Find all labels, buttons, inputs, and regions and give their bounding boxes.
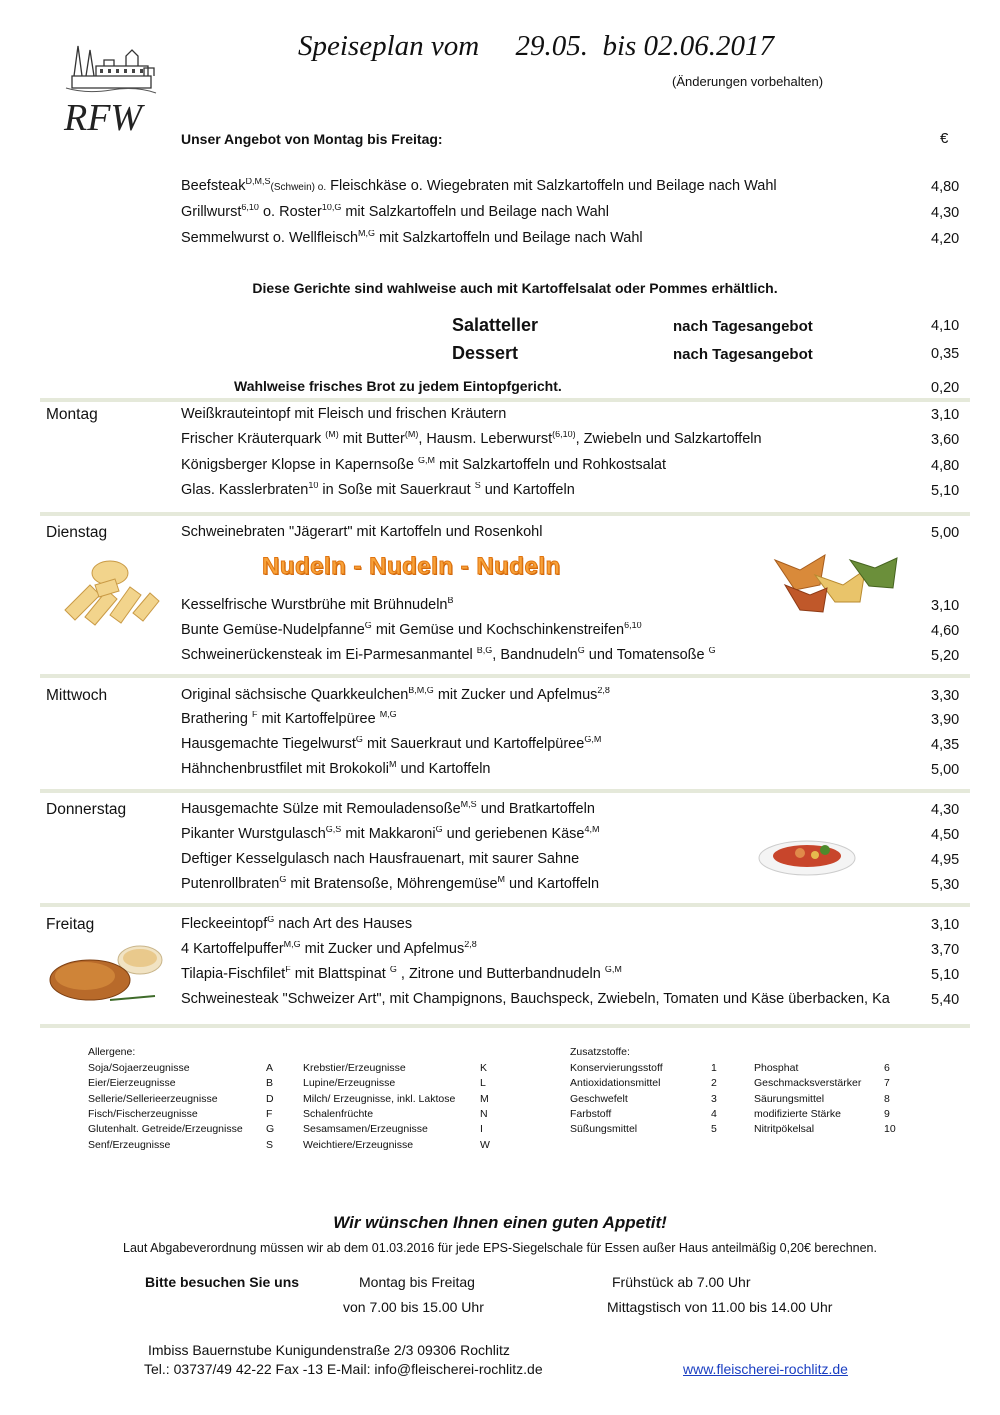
divider [40,398,970,402]
dish-text: und Kartoffeln [480,482,575,498]
additives-code: 4 [711,1107,717,1120]
dish-text: Kesselfrische Wurstbrühe mit Brühnudeln [181,597,448,613]
dish-text: und Tomatensoße [584,647,709,663]
allergen-code: G,M [584,736,602,744]
dish-text: mit Kartoffelpüree [257,711,380,727]
allergen-code: (M) [325,431,339,439]
offer-heading: Unser Angebot von Montag bis Freitag: [181,131,443,147]
farfalle-image [765,540,905,625]
dish-text: Schweinerückensteak im Ei-Parmesanmantel [181,647,477,663]
allergen-code: 6,10 [241,204,259,212]
allergen-code: B [447,597,454,605]
dish-text: und Kartoffeln [505,876,600,892]
pasta-image [55,555,165,635]
allergens-code: L [480,1077,486,1090]
dish-item [181,647,716,663]
additives-code: 9 [884,1107,890,1120]
dish-text: Bunte Gemüse-Nudelpfanne [181,622,365,638]
dish-item [181,991,890,1007]
dish-item [181,178,777,194]
allergen-code: 4,M [584,826,600,834]
dish-text: Schweinebraten "Jägerart" mit Kartoffeln und Rosenkohl [181,524,543,540]
additives-label: Geschmacksverstärker [754,1077,862,1090]
dish-item [181,457,666,473]
additives-code: 1 [711,1062,717,1074]
allergens-label: Sesamsamen/Erzeugnisse [303,1123,428,1136]
additives-label: Konservierungsstoff [570,1062,663,1074]
dish-text: , Bandnudeln [492,647,578,663]
allergen-code: G [355,736,363,744]
dish-text: Semmelwurst o. Wellfleisch [181,230,359,246]
day-label-mittwoch: Mittwoch [46,687,108,704]
dish-item [181,761,491,777]
additives-label: Antioxidationsmittel [570,1077,661,1090]
dish-item [181,941,477,957]
packaging-fee-note: Laut Abgabeverordnung müssen wir ab dem 01.03.2016 für jede EPS-Siegelschale für Essen außer Haus anteilmäßig 0,20€ berechnen. [123,1241,877,1255]
salad-plate-label: Salatteller [452,315,539,335]
dish-text: Putenrollbraten [181,876,280,892]
divider [40,903,970,907]
allergen-code: G [267,916,275,924]
additives-code: 8 [884,1092,890,1105]
additives-label: Säurungsmittel [754,1092,825,1105]
dish-text: Weißkrauteintopf mit Fleisch und frischen Kräutern [181,406,507,422]
dish-price: 3,70 [931,942,960,958]
dish-price: 3,10 [931,407,960,423]
dish-price: 4,35 [931,737,960,753]
changes-note: (Änderungen vorbehalten) [672,74,824,89]
allergen-code: 10 [308,482,319,490]
dish-text: Königsberger Klopse in Kapernsoße [181,457,418,473]
allergens-code: G [266,1123,275,1136]
dish-price: 4,20 [931,231,960,247]
allergens-code: D [266,1092,274,1105]
additives-label: Geschwefelt [570,1092,628,1105]
dish-text: Fleckeeintopf [181,916,268,932]
dish-price: 5,10 [931,483,960,499]
dish-item [181,524,542,540]
allergen-code: M [388,761,397,769]
allergen-code: 2,8 [597,687,610,695]
allergen-code: M,G [379,711,397,719]
additives-code: 7 [884,1077,890,1090]
dish-text: Deftiger Kesselgulasch nach Hausfrauenart, mit saurer Sahne [181,851,580,867]
bread-price: 0,20 [931,380,960,396]
divider [40,512,970,516]
allergens-label: Weichtiere/Erzeugnisse [303,1138,414,1151]
dish-note: (Schwein) o. [270,182,327,193]
goulash-plate-image [755,830,860,885]
side-dish-note: Diese Gerichte sind wahlweise auch mit Kartoffelsalat oder Pommes erhältlich. [252,280,778,296]
lunch-hours: Mittagstisch von 11.00 bis 14.00 Uhr [607,1299,833,1315]
allergen-code: B,M,G [408,687,434,695]
allergens-label: Lupine/Erzeugnisse [303,1077,396,1090]
dish-text: Brathering [181,711,252,727]
allergen-code: F [285,966,291,974]
currency-symbol: € [940,130,949,147]
dish-item [181,482,575,498]
allergen-code: G,M [604,966,622,974]
allergen-code: B,G [476,647,493,655]
allergens-label: Senf/Erzeugnisse [88,1138,171,1151]
potato-pancakes-image [45,938,165,1015]
rfw-logo [56,38,166,138]
dish-item [181,431,762,447]
dessert-desc: nach Tagesangebot [673,346,813,363]
allergen-code: F [251,711,258,719]
allergen-code: G,S [325,826,342,834]
divider [40,674,970,678]
breakfast-hours: Frühstück ab 7.00 Uhr [612,1274,751,1290]
allergens-code: A [266,1062,274,1074]
dish-text: und Kartoffeln [396,761,491,777]
dish-text: Schweinesteak "Schweizer Art", mit Champignons, Bauchspeck, Zwiebeln, Tomaten und Käse überbacken, Ka [181,991,890,1007]
dish-text: Grillwurst [181,204,242,220]
dish-item [181,230,643,246]
dish-text: Glas. Kasslerbraten [181,482,309,498]
dish-item [181,406,506,422]
day-label-freitag: Freitag [46,916,95,933]
address: Imbiss Bauernstube Kunigundenstraße 2/3 09306 Rochlitz [148,1342,510,1358]
dish-price: 5,00 [931,762,960,778]
additives-code: 5 [711,1123,717,1136]
dish-text: Hausgemachte Sülze mit Remouladensoße [181,801,461,817]
allergens-code: I [480,1123,483,1136]
dish-text: mit Salzkartoffeln und Beilage nach Wahl [341,204,609,220]
dish-text: Pikanter Wurstgulasch [181,826,326,842]
additives-code: 10 [884,1123,896,1136]
additives-label: Süßungsmittel [570,1123,638,1136]
dish-price: 4,80 [931,458,960,474]
dish-item [181,851,579,867]
dish-price: 3,30 [931,688,960,704]
dish-text: Hausgemachte Tiegelwurst [181,736,356,752]
dish-text: in Soße mit Sauerkraut [318,482,475,498]
allergen-code: G,M [417,457,435,465]
allergens-label: Soja/Sojaerzeugnisse [88,1062,190,1074]
allergen-code: M [497,876,506,884]
allergens-code: M [480,1092,489,1105]
dish-price: 4,30 [931,802,960,818]
dish-price: 3,10 [931,598,960,614]
dish-text: Tilapia-Fischfilet [181,966,286,982]
allergens-label: Glutenhalt. Getreide/Erzeugnisse [88,1123,243,1136]
dish-item [181,826,600,842]
day-label-montag: Montag [46,406,98,423]
additives-code: 6 [884,1062,890,1074]
dish-text: mit Bratensoße, Möhrengemüse [286,876,498,892]
dish-price: 4,30 [931,205,960,221]
dish-text: o. Roster [258,204,322,220]
additives-label: Phosphat [754,1062,799,1074]
dish-text: Fleischkäse o. Wiegebraten mit Salzkartoffeln und Beilage nach Wahl [326,178,777,194]
dish-price: 5,00 [931,525,960,541]
dish-text: , Hausm. Leberwurst [418,431,553,447]
allergen-code: G [708,647,716,655]
website-link[interactable]: www.fleischerei-rochlitz.de [683,1361,848,1377]
allergen-code: G [364,622,372,630]
page-title: Speiseplan vom 29.05. bis 02.06.2017 [298,30,775,62]
day-label-dienstag: Dienstag [46,524,108,541]
allergen-code: G [435,826,443,834]
opening-days: Montag bis Freitag [359,1274,475,1290]
allergens-label: Milch/ Erzeugnisse, inkl. Laktose [303,1092,456,1105]
dish-text: nach Art des Hauses [274,916,413,932]
additives-label: Farbstoff [570,1107,612,1120]
appetite-wish: Wir wünschen Ihnen einen guten Appetit! [333,1213,667,1232]
additives-title: Zusatzstoffe: [570,1046,630,1058]
additives-label: modifizierte Stärke [754,1107,841,1120]
allergen-code: D,M,S [245,178,271,186]
dish-price: 5,40 [931,992,960,1008]
visit-us: Bitte besuchen Sie uns [145,1274,300,1290]
salad-plate-price: 4,10 [931,318,960,334]
allergen-code: (6,10) [552,431,576,439]
allergens-code: B [266,1077,274,1090]
allergens-label: Sellerie/Sellerieerzeugnisse [88,1092,218,1105]
allergen-code: S [474,482,481,490]
dish-price: 5,30 [931,877,960,893]
dish-text: Frischer Kräuterquark [181,431,326,447]
logo-text: RFW [64,97,143,138]
allergens-code: N [480,1107,488,1120]
opening-hours: von 7.00 bis 15.00 Uhr [343,1299,484,1315]
allergen-code: G [279,876,287,884]
allergens-code: K [480,1062,488,1074]
allergen-code: (M) [404,431,419,439]
dish-price: 4,80 [931,179,960,195]
allergens-label: Eier/Eierzeugnisse [88,1077,176,1090]
dish-text: Beefsteak [181,178,246,194]
dish-text: mit Zucker und Apfelmus [433,687,598,703]
dish-price: 4,50 [931,827,960,843]
dish-text: 4 Kartoffelpuffer [181,941,284,957]
dish-item [181,916,412,932]
bread-note: Wahlweise frisches Brot zu jedem Eintopfgericht. [234,378,562,394]
dish-text: Original sächsische Quarkkeulchen [181,687,409,703]
allergens-code: F [266,1107,273,1120]
allergens-code: S [266,1138,274,1151]
dish-item [181,876,599,892]
dish-item [181,801,595,817]
allergen-code: M,S [460,801,477,809]
dish-price: 4,60 [931,623,960,639]
divider [40,1024,970,1028]
dish-item [181,736,601,752]
additives-code: 2 [711,1077,717,1090]
dessert-label: Dessert [452,343,519,363]
dish-price: 3,90 [931,712,960,728]
dish-price: 5,10 [931,967,960,983]
dish-item [181,597,454,613]
divider [40,789,970,793]
allergen-code: M,G [358,230,376,238]
dish-item [181,622,642,638]
dish-text: mit Gemüse und Kochschinkenstreifen [371,622,625,638]
dish-text: mit Makkaroni [341,826,436,842]
allergen-code: 6,10 [624,622,642,630]
dish-text: und geriebenen Käse [442,826,585,842]
dish-item [181,966,622,982]
allergen-code: 2,8 [464,941,477,949]
allergen-code: G [577,647,585,655]
dish-text: mit Salzkartoffeln und Rohkostsalat [434,457,667,473]
dish-text: mit Sauerkraut und Kartoffelpüree [362,736,585,752]
day-label-donnerstag: Donnerstag [46,801,127,818]
allergens-label: Fisch/Fischerzeugnisse [88,1107,198,1120]
dessert-price: 0,35 [931,346,960,362]
allergens-label: Krebstier/Erzeugnisse [303,1062,406,1074]
allergens-label: Schalenfrüchte [303,1107,374,1120]
dish-text: , Zwiebeln und Salzkartoffeln [575,431,762,447]
additives-label: Nitritpökelsal [754,1123,815,1136]
dish-text: , Zitrone und Butterbandnudeln [396,966,605,982]
dish-price: 3,10 [931,917,960,933]
noodles-banner: Nudeln - Nudeln - Nudeln [262,553,561,580]
allergen-code: 10,G [321,204,342,212]
dish-text: mit Butter [338,431,405,447]
dish-item [181,711,397,727]
dish-item [181,204,609,220]
additives-code: 3 [711,1092,717,1105]
dish-price: 4,95 [931,852,960,868]
dish-text: mit Blattspinat [290,966,390,982]
dish-price: 3,60 [931,432,960,448]
allergen-code: G [389,966,397,974]
allergen-code: M,G [283,941,301,949]
dish-price: 5,20 [931,648,960,664]
salad-plate-desc: nach Tagesangebot [673,318,813,335]
dish-text: mit Zucker und Apfelmus [300,941,465,957]
dish-item [181,687,610,703]
contact-info: Tel.: 03737/49 42-22 Fax -13 E-Mail: info@fleischerei-rochlitz.de [144,1361,543,1377]
allergens-code: W [480,1138,490,1151]
dish-text: und Bratkartoffeln [476,801,595,817]
dish-text: Hähnchenbrustfilet mit Brokokoli [181,761,389,777]
dish-text: mit Salzkartoffeln und Beilage nach Wahl [375,230,643,246]
allergens-title: Allergene: [88,1046,136,1058]
